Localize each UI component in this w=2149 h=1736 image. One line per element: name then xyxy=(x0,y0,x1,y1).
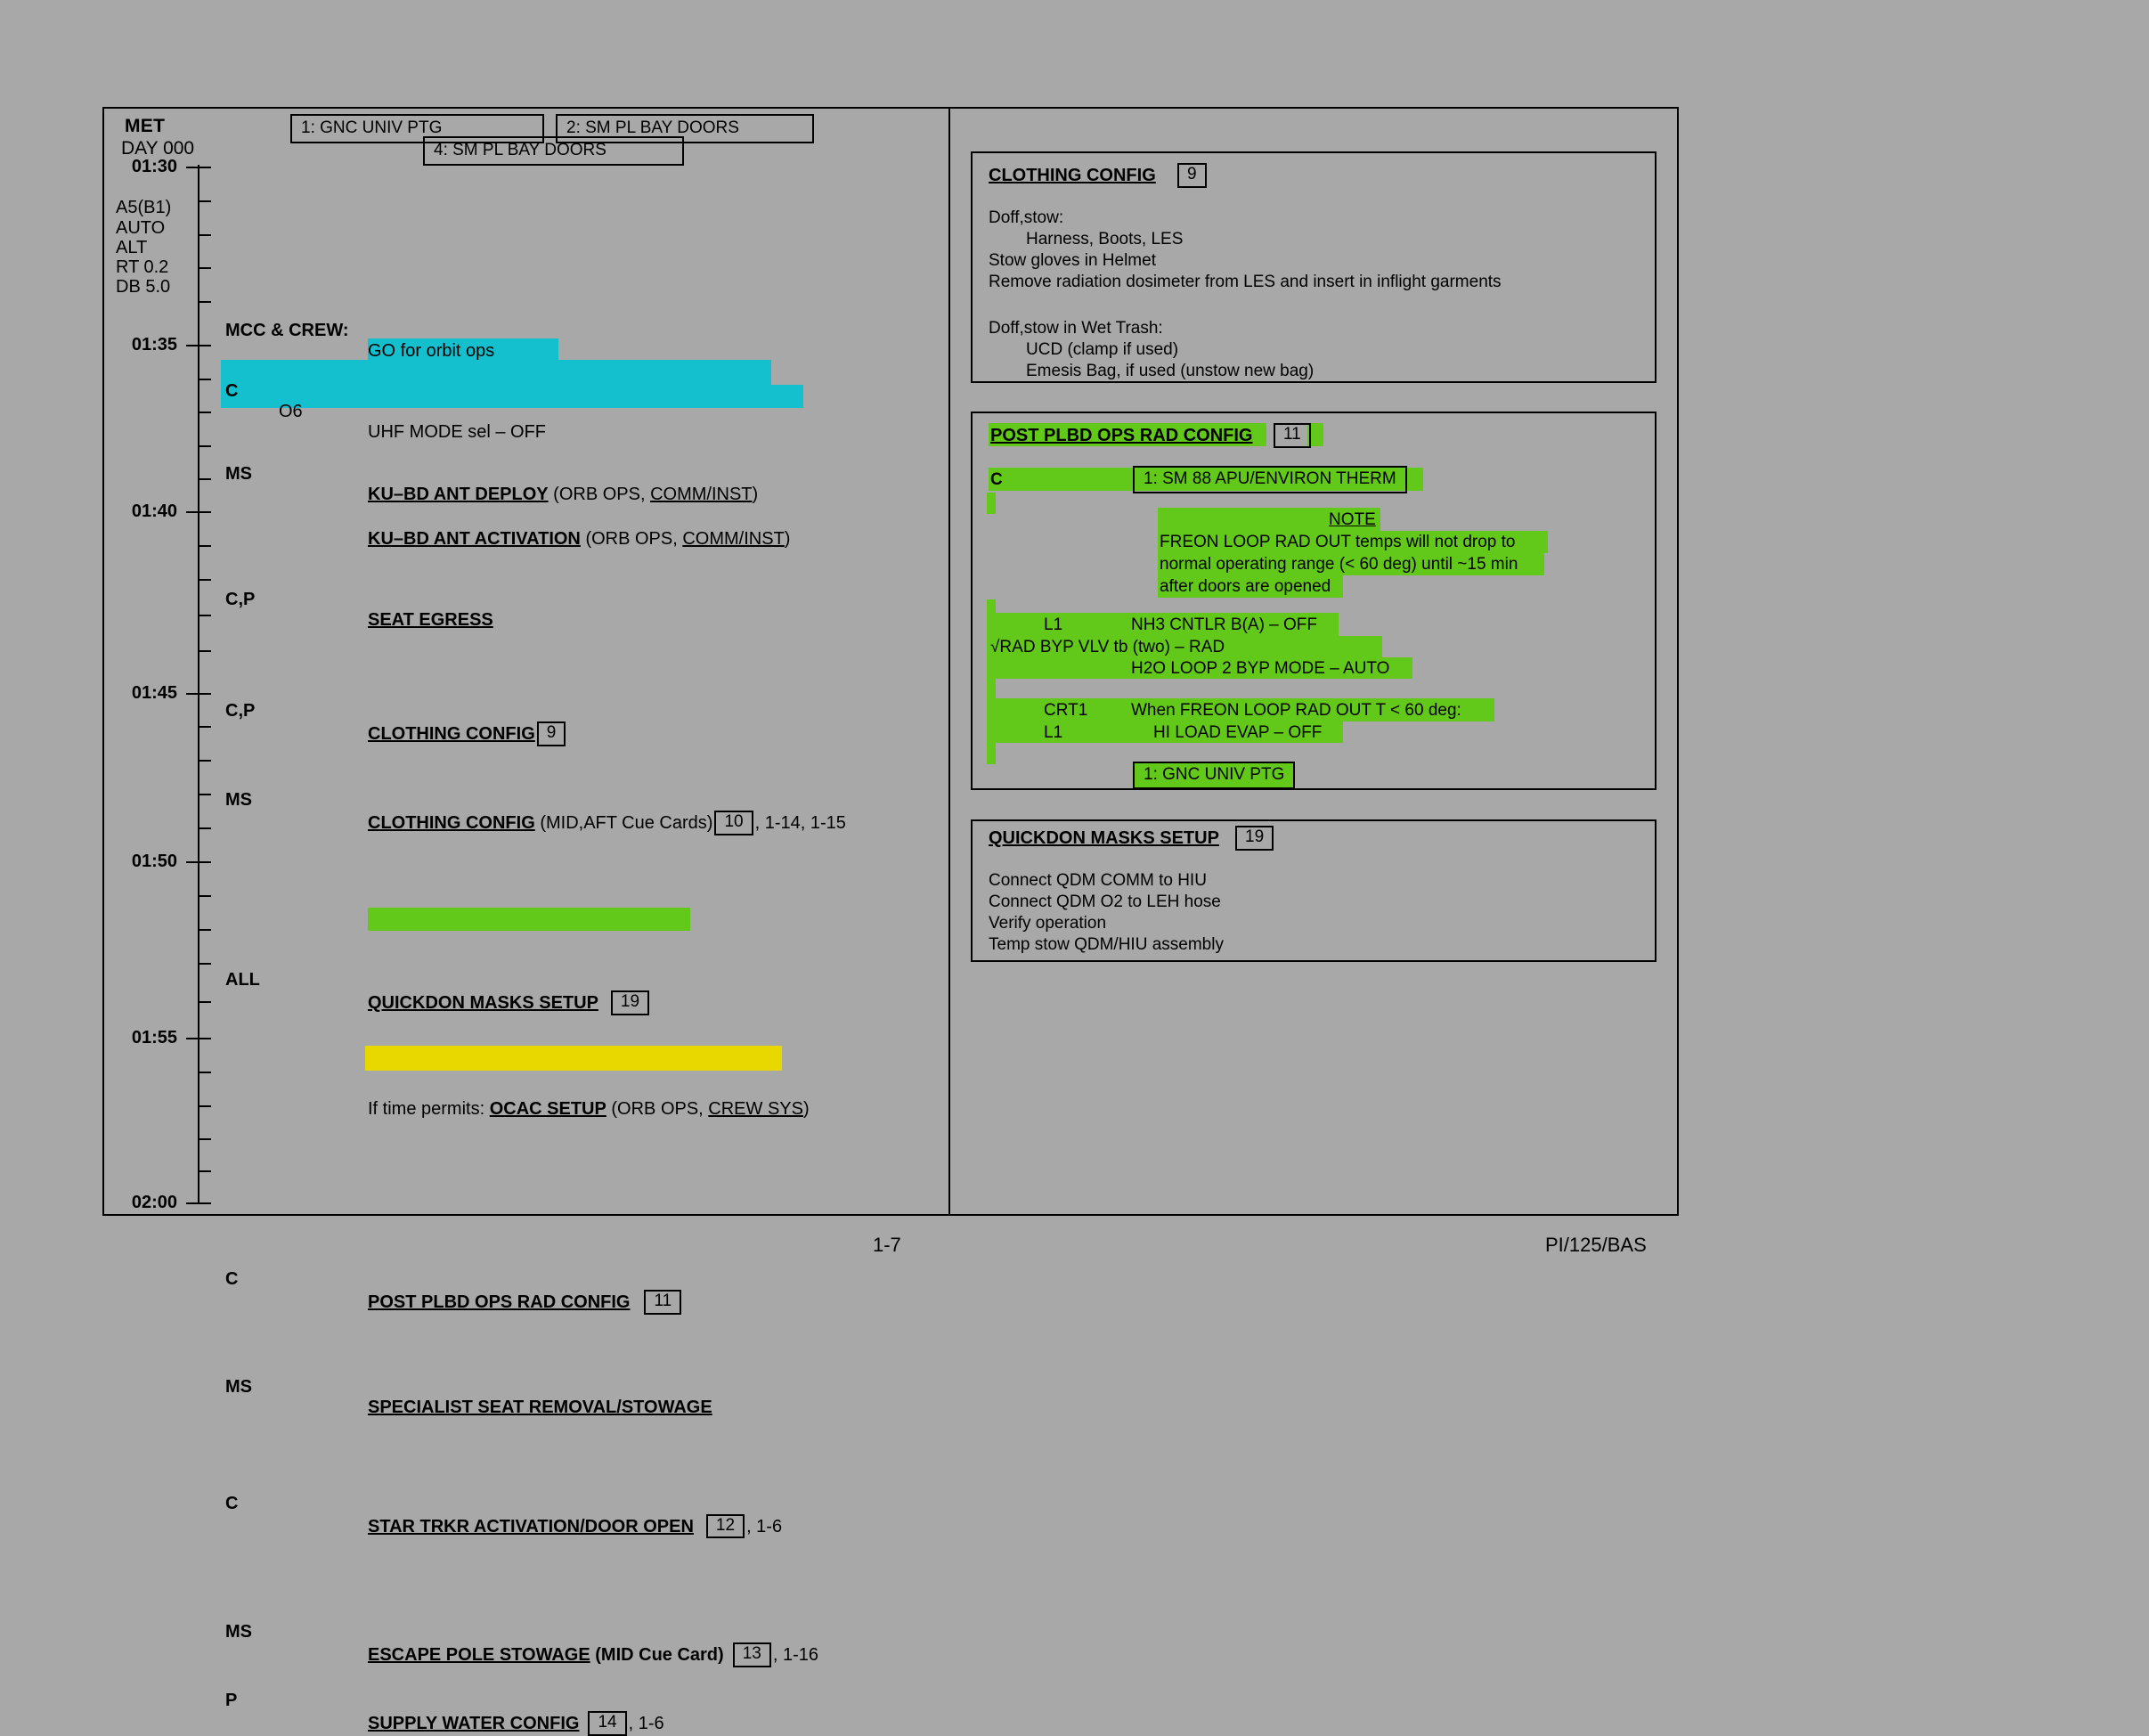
side-label-a5b1: A5(B1) xyxy=(116,198,172,217)
crew-ms-specialist-seat: MS xyxy=(225,1376,252,1397)
activity-star-trkr-tail: , 1-6 xyxy=(746,1516,783,1536)
side-label-auto: AUTO xyxy=(116,218,166,238)
panel-clothing-line-5: UCD (clamp if used) xyxy=(1026,340,1179,359)
side-label-alt: ALT xyxy=(116,238,148,257)
activity-escape-pole-tail: , 1-16 xyxy=(772,1645,818,1666)
panel-clothing-line-6: Emesis Bag, if used (unstow new bag) xyxy=(1026,362,1315,380)
panel-clothing-line-0: Doff,stow: xyxy=(989,208,1064,227)
time-label-0130: 01:30 xyxy=(131,157,177,176)
tick-minor xyxy=(198,1072,211,1073)
tick-minor xyxy=(198,895,211,897)
crew-all-quickdon: ALL xyxy=(225,969,260,990)
highlight-green-rad-gap3 xyxy=(987,679,996,700)
panel-rad-number: 11 xyxy=(1272,423,1313,448)
panel-rad-crt1-text: When FREON LOOP RAD OUT T < 60 deg: xyxy=(1131,701,1461,720)
page-number: 1-7 xyxy=(873,1234,901,1256)
panel-qdm-line-2: Verify operation xyxy=(989,914,1107,933)
tick-minor xyxy=(198,478,211,480)
header-box-sm-pl-bay-doors-2: 2: SM PL BAY DOORS xyxy=(556,114,814,143)
header-box-gnc-univ-ptg: 1: GNC UNIV PTG xyxy=(290,114,544,143)
time-label-0135: 01:35 xyxy=(131,335,177,355)
side-label-db: DB 5.0 xyxy=(116,277,171,297)
crew-cp-clothing: C,P xyxy=(225,701,256,721)
time-label-0140: 01:40 xyxy=(131,501,177,521)
panel-rad-note-label: NOTE xyxy=(1329,510,1376,529)
tick-minor xyxy=(198,1138,211,1140)
tick-minor xyxy=(198,579,211,581)
panel-qdm-line-1: Connect QDM O2 to LEH hose xyxy=(989,892,1221,911)
activity-quickdon-masks-setup-label: QUICKDON MASKS SETUP xyxy=(368,992,598,1013)
panel-rad-crew-c: C xyxy=(990,470,1003,489)
crew-ms-clothing: MS xyxy=(225,789,252,810)
activity-go-for-orbit-ops: GO for orbit ops xyxy=(368,341,495,361)
tick-minor xyxy=(198,1001,211,1003)
tick-minor xyxy=(198,650,211,652)
tick-minor xyxy=(198,929,211,931)
tick-minor xyxy=(198,379,211,380)
panel-rad-l1b-label: L1 xyxy=(1044,723,1063,742)
panel-number-14: 14 xyxy=(588,1711,626,1736)
crew-c-post-plbd: C xyxy=(225,1268,239,1289)
panel-rad-title: POST PLBD OPS RAD CONFIG xyxy=(990,426,1253,445)
panel-number-19: 19 xyxy=(611,990,649,1015)
day-label: DAY 000 xyxy=(121,138,195,159)
panel-rad-note-line-0: FREON LOOP RAD OUT temps will not drop to xyxy=(1160,533,1516,551)
tick-minor xyxy=(198,412,211,413)
met-label: MET xyxy=(125,116,166,136)
activity-uhf-mode-sel: UHF MODE sel – OFF xyxy=(368,422,547,442)
tick-major xyxy=(186,693,211,695)
panel-ref-o6: O6 xyxy=(279,402,303,421)
panel-rad-l1-line-2: H2O LOOP 2 BYP MODE – AUTO xyxy=(1131,659,1390,678)
activity-clothing-config-ms-label: CLOTHING CONFIG xyxy=(368,812,535,833)
document-code: PI/125/BAS xyxy=(1545,1234,1647,1256)
highlight-yellow-star-trkr xyxy=(365,1046,782,1071)
activity-seat-egress: SEAT EGRESS xyxy=(368,610,493,630)
activity-ocac-setup xyxy=(368,1099,2149,1120)
tick-major xyxy=(186,861,211,863)
activity-supply-water-config xyxy=(368,1711,2149,1736)
activity-quickdon-masks-setup xyxy=(368,990,2149,1015)
tick-major xyxy=(186,345,211,346)
panel-clothing-line-1: Harness, Boots, LES xyxy=(1026,230,1184,249)
time-label-0150: 01:50 xyxy=(131,852,177,871)
highlight-green-post-plbd xyxy=(368,908,690,931)
panel-clothing-line-3: Remove radiation dosimeter from LES and insert in inflight garments xyxy=(989,273,1502,291)
panel-clothing-title: CLOTHING CONFIG xyxy=(989,166,1156,185)
panel-rad-l1-label: L1 xyxy=(1044,615,1063,634)
panel-rad-crt1-label: CRT1 xyxy=(1044,701,1088,720)
tick-major xyxy=(186,1202,211,1204)
activity-post-plbd-ops-rad-config xyxy=(368,1290,2149,1315)
activity-escape-pole-stowage xyxy=(368,1642,2149,1667)
tick-minor xyxy=(198,760,211,762)
tick-minor xyxy=(198,545,211,547)
tick-minor xyxy=(198,1105,211,1107)
activity-kubd-ant-activation-suffix: (ORB OPS, COMM/INST) xyxy=(580,529,791,549)
panel-rad-l1-line-0: NH3 CNTLR B(A) – OFF xyxy=(1131,615,1318,634)
panel-number-10: 10 xyxy=(714,811,753,835)
column-divider xyxy=(948,107,950,1216)
panel-number-12: 12 xyxy=(706,1514,745,1539)
panel-clothing-number: 9 xyxy=(1176,163,1209,188)
activity-kubd-ant-activation-label: KU–BD ANT ACTIVATION xyxy=(368,529,581,549)
panel-qdm-line-3: Temp stow QDM/HIU assembly xyxy=(989,935,1224,954)
tick-minor xyxy=(198,234,211,236)
activity-clothing-config-cp-label: CLOTHING CONFIG xyxy=(368,724,535,744)
time-label-0145: 01:45 xyxy=(131,683,177,703)
crew-ms: MS xyxy=(225,464,252,484)
activity-clothing-config-ms-tail: , 1-14, 1-15 xyxy=(754,812,846,833)
panel-rad-sm88-box: 1: SM 88 APU/ENVIRON THERM xyxy=(1133,466,1407,493)
activity-ocac-setup-prefix: If time permits: xyxy=(368,1098,490,1119)
timeline-axis xyxy=(198,165,199,1202)
activity-supply-water-label: SUPPLY WATER CONFIG xyxy=(368,1714,580,1734)
panel-rad-l1-line-1: √RAD BYP VLV tb (two) – RAD xyxy=(990,638,1225,656)
tick-minor xyxy=(198,445,211,447)
panel-number-13: 13 xyxy=(733,1642,771,1667)
tick-minor xyxy=(198,267,211,269)
crew-cp-seat-egress: C,P xyxy=(225,590,256,609)
header-box-sm-pl-bay-doors-4: 4: SM PL BAY DOORS xyxy=(423,136,684,166)
crew-mcc-crew: MCC & CREW: xyxy=(225,321,349,340)
time-label-0155: 01:55 xyxy=(131,1028,177,1047)
panel-qdm-title: QUICKDON MASKS SETUP xyxy=(989,828,1219,848)
activity-escape-pole-suffix: (MID Cue Card) xyxy=(590,1645,724,1666)
activity-clothing-config-ms-suffix: (MID,AFT Cue Cards) xyxy=(534,812,713,833)
tick-minor xyxy=(198,1170,211,1172)
crew-c-star-trkr: C xyxy=(225,1493,239,1513)
panel-number-11: 11 xyxy=(644,1290,681,1315)
side-label-rt: RT 0.2 xyxy=(116,257,169,277)
panel-rad-l1b-text: HI LOAD EVAP – OFF xyxy=(1153,723,1323,742)
tick-minor xyxy=(198,827,211,829)
tick-minor xyxy=(198,200,211,202)
tick-minor xyxy=(198,963,211,965)
panel-clothing-line-4: Doff,stow in Wet Trash: xyxy=(989,319,1163,338)
tick-major xyxy=(186,1038,211,1039)
tick-minor xyxy=(198,794,211,795)
tick-minor xyxy=(198,726,211,728)
activity-escape-pole-label: ESCAPE POLE STOWAGE xyxy=(368,1645,590,1666)
panel-number-9: 9 xyxy=(537,721,566,746)
crew-c: C xyxy=(225,381,239,401)
tick-minor xyxy=(198,615,211,616)
panel-rad-note-line-2: after doors are opened xyxy=(1160,577,1331,596)
activity-clothing-config-ms xyxy=(368,811,2149,835)
activity-ocac-setup-label: OCAC SETUP xyxy=(489,1098,606,1119)
time-label-0200: 02:00 xyxy=(131,1193,177,1212)
activity-kubd-ant-deploy-label: KU–BD ANT DEPLOY xyxy=(368,485,549,504)
crew-ms-escape-pole: MS xyxy=(225,1622,252,1642)
activity-star-trkr-activation xyxy=(368,1514,2149,1539)
tick-major xyxy=(186,511,211,513)
crew-p-supply-water: P xyxy=(225,1691,238,1711)
tick-minor xyxy=(198,301,211,303)
activity-post-plbd-label: POST PLBD OPS RAD CONFIG xyxy=(368,1292,631,1312)
panel-rad-note-line-1: normal operating range (< 60 deg) until ~15 min xyxy=(1160,555,1518,574)
activity-star-trkr-label: STAR TRKR ACTIVATION/DOOR OPEN xyxy=(368,1516,694,1536)
panel-clothing-line-2: Stow gloves in Helmet xyxy=(989,251,1156,270)
activity-supply-water-tail: , 1-6 xyxy=(628,1714,664,1734)
panel-rad-footer-box: 1: GNC UNIV PTG xyxy=(1133,762,1295,789)
tick-major xyxy=(186,167,211,168)
panel-qdm-number: 19 xyxy=(1233,826,1275,851)
panel-qdm-line-0: Connect QDM COMM to HIU xyxy=(989,871,1207,890)
activity-ocac-setup-suffix: (ORB OPS, CREW SYS) xyxy=(606,1098,810,1119)
activity-kubd-ant-deploy-suffix: (ORB OPS, COMM/INST) xyxy=(548,485,759,504)
activity-specialist-seat-removal: SPECIALIST SEAT REMOVAL/STOWAGE xyxy=(368,1397,712,1417)
